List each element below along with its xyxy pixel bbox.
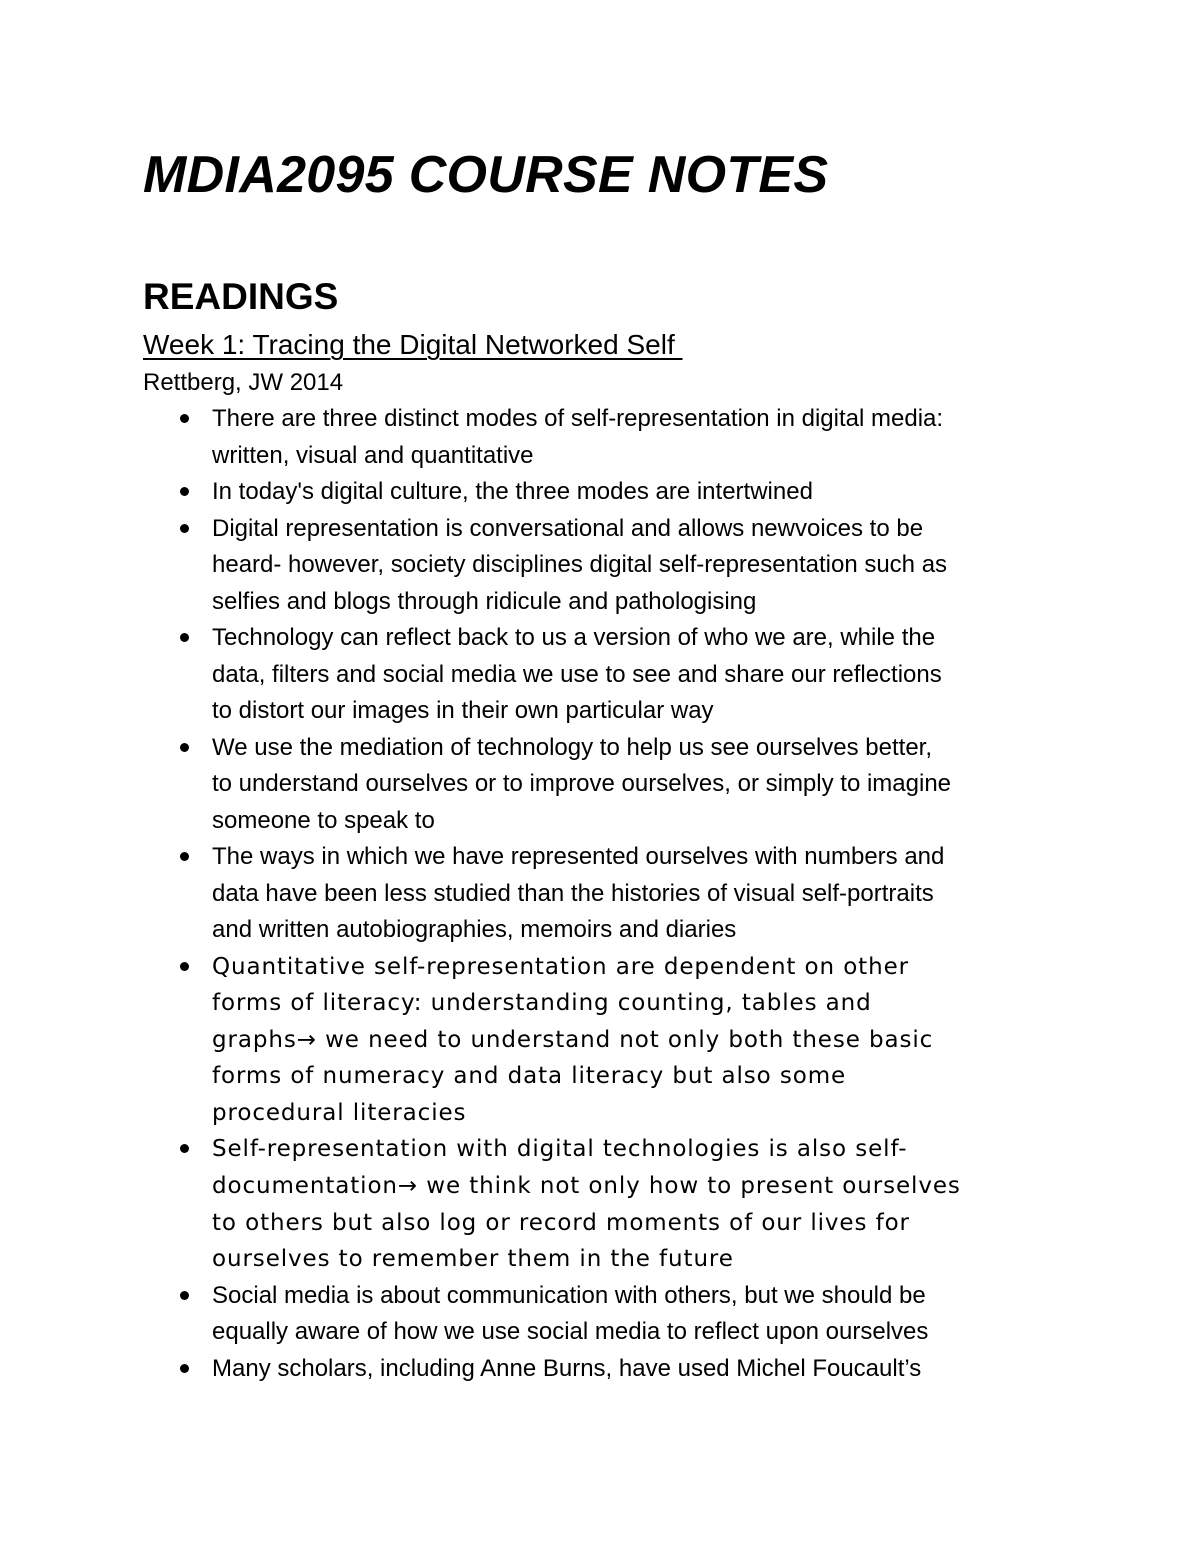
- bullet-icon: [180, 524, 189, 533]
- note-item: [0, 730, 1072, 840]
- note-line: equally aware of how we use social media to reflect upon ourselves: [212, 1318, 929, 1346]
- note-line: We use the mediation of technology to help us see ourselves better,: [212, 733, 932, 761]
- note-line: someone to speak to: [212, 806, 435, 834]
- note-line: There are three distinct modes of self-representation in digital media:: [212, 405, 944, 432]
- note-line: documentation→ we think not only how to present ourselves: [212, 1173, 961, 1200]
- note-item: [0, 401, 1072, 474]
- note-line: data have been less studied than the histories of visual self-portraits: [212, 879, 934, 907]
- note-line: data, filters and social media we use to see and share our reflections: [212, 660, 942, 688]
- note-line: to distort our images in their own particular way: [212, 697, 714, 724]
- note-line: ourselves to remember them in the future: [212, 1246, 734, 1273]
- note-line: to understand ourselves or to improve ourselves, or simply to imagine: [212, 770, 952, 797]
- note-line: Quantitative self-representation are dependent on other: [212, 953, 909, 980]
- bullet-icon: [180, 1144, 189, 1153]
- note-item: [0, 474, 1072, 511]
- bullet-icon: [180, 852, 189, 861]
- note-line: selfies and blogs through ridicule and pathologising: [212, 587, 757, 615]
- note-line: forms of numeracy and data literacy but also some: [212, 1063, 847, 1090]
- note-item: [0, 839, 1072, 949]
- note-item: [0, 620, 1072, 730]
- bullet-icon: [180, 962, 189, 971]
- note-line: to others but also log or record moments of our lives for: [212, 1209, 910, 1236]
- note-line: Many scholars, including Anne Burns, have used Michel Foucault’s: [212, 1354, 922, 1382]
- bullet-icon: [180, 1291, 189, 1300]
- note-line: and written autobiographies, memoirs and diaries: [212, 916, 737, 943]
- notes-list: [0, 401, 1200, 1387]
- note-line: forms of literacy: understanding counting, tables and: [212, 990, 872, 1017]
- bullet-icon: [180, 1364, 189, 1373]
- section-heading-readings: READINGS: [143, 276, 339, 317]
- note-item: [0, 1278, 1072, 1351]
- note-line: written, visual and quantitative: [212, 441, 534, 469]
- bullet-icon: [180, 414, 189, 423]
- note-line: Technology can reflect back to us a version of who we are, while the: [212, 624, 936, 651]
- note-line: In today's digital culture, the three modes are intertwined: [212, 478, 813, 505]
- note-line: procedural literacies: [212, 1099, 467, 1126]
- note-item: [0, 949, 1072, 1132]
- reading-reference: Rettberg, JW 2014: [143, 369, 344, 396]
- bullet-icon: [180, 743, 189, 752]
- note-item: [0, 511, 1072, 621]
- note-line: Social media is about communication with others, but we should be: [212, 1281, 926, 1309]
- document-title: MDIA2095 COURSE NOTES: [143, 146, 829, 204]
- bullet-icon: [180, 487, 189, 496]
- week-title: Week 1: Tracing the Digital Networked Self: [143, 329, 683, 360]
- note-line: Digital representation is conversational and allows newvoices to be: [212, 514, 924, 542]
- note-line: The ways in which we have represented ourselves with numbers and: [212, 843, 945, 870]
- note-line: graphs→ we need to understand not only both these basic: [212, 1026, 934, 1053]
- bullet-icon: [180, 633, 189, 642]
- note-item: [0, 1351, 1072, 1388]
- note-line: heard- however, society disciplines digital self-representation such as: [212, 551, 948, 578]
- note-item: [0, 1131, 1072, 1277]
- note-line: Self-representation with digital technologies is also self-: [212, 1136, 908, 1163]
